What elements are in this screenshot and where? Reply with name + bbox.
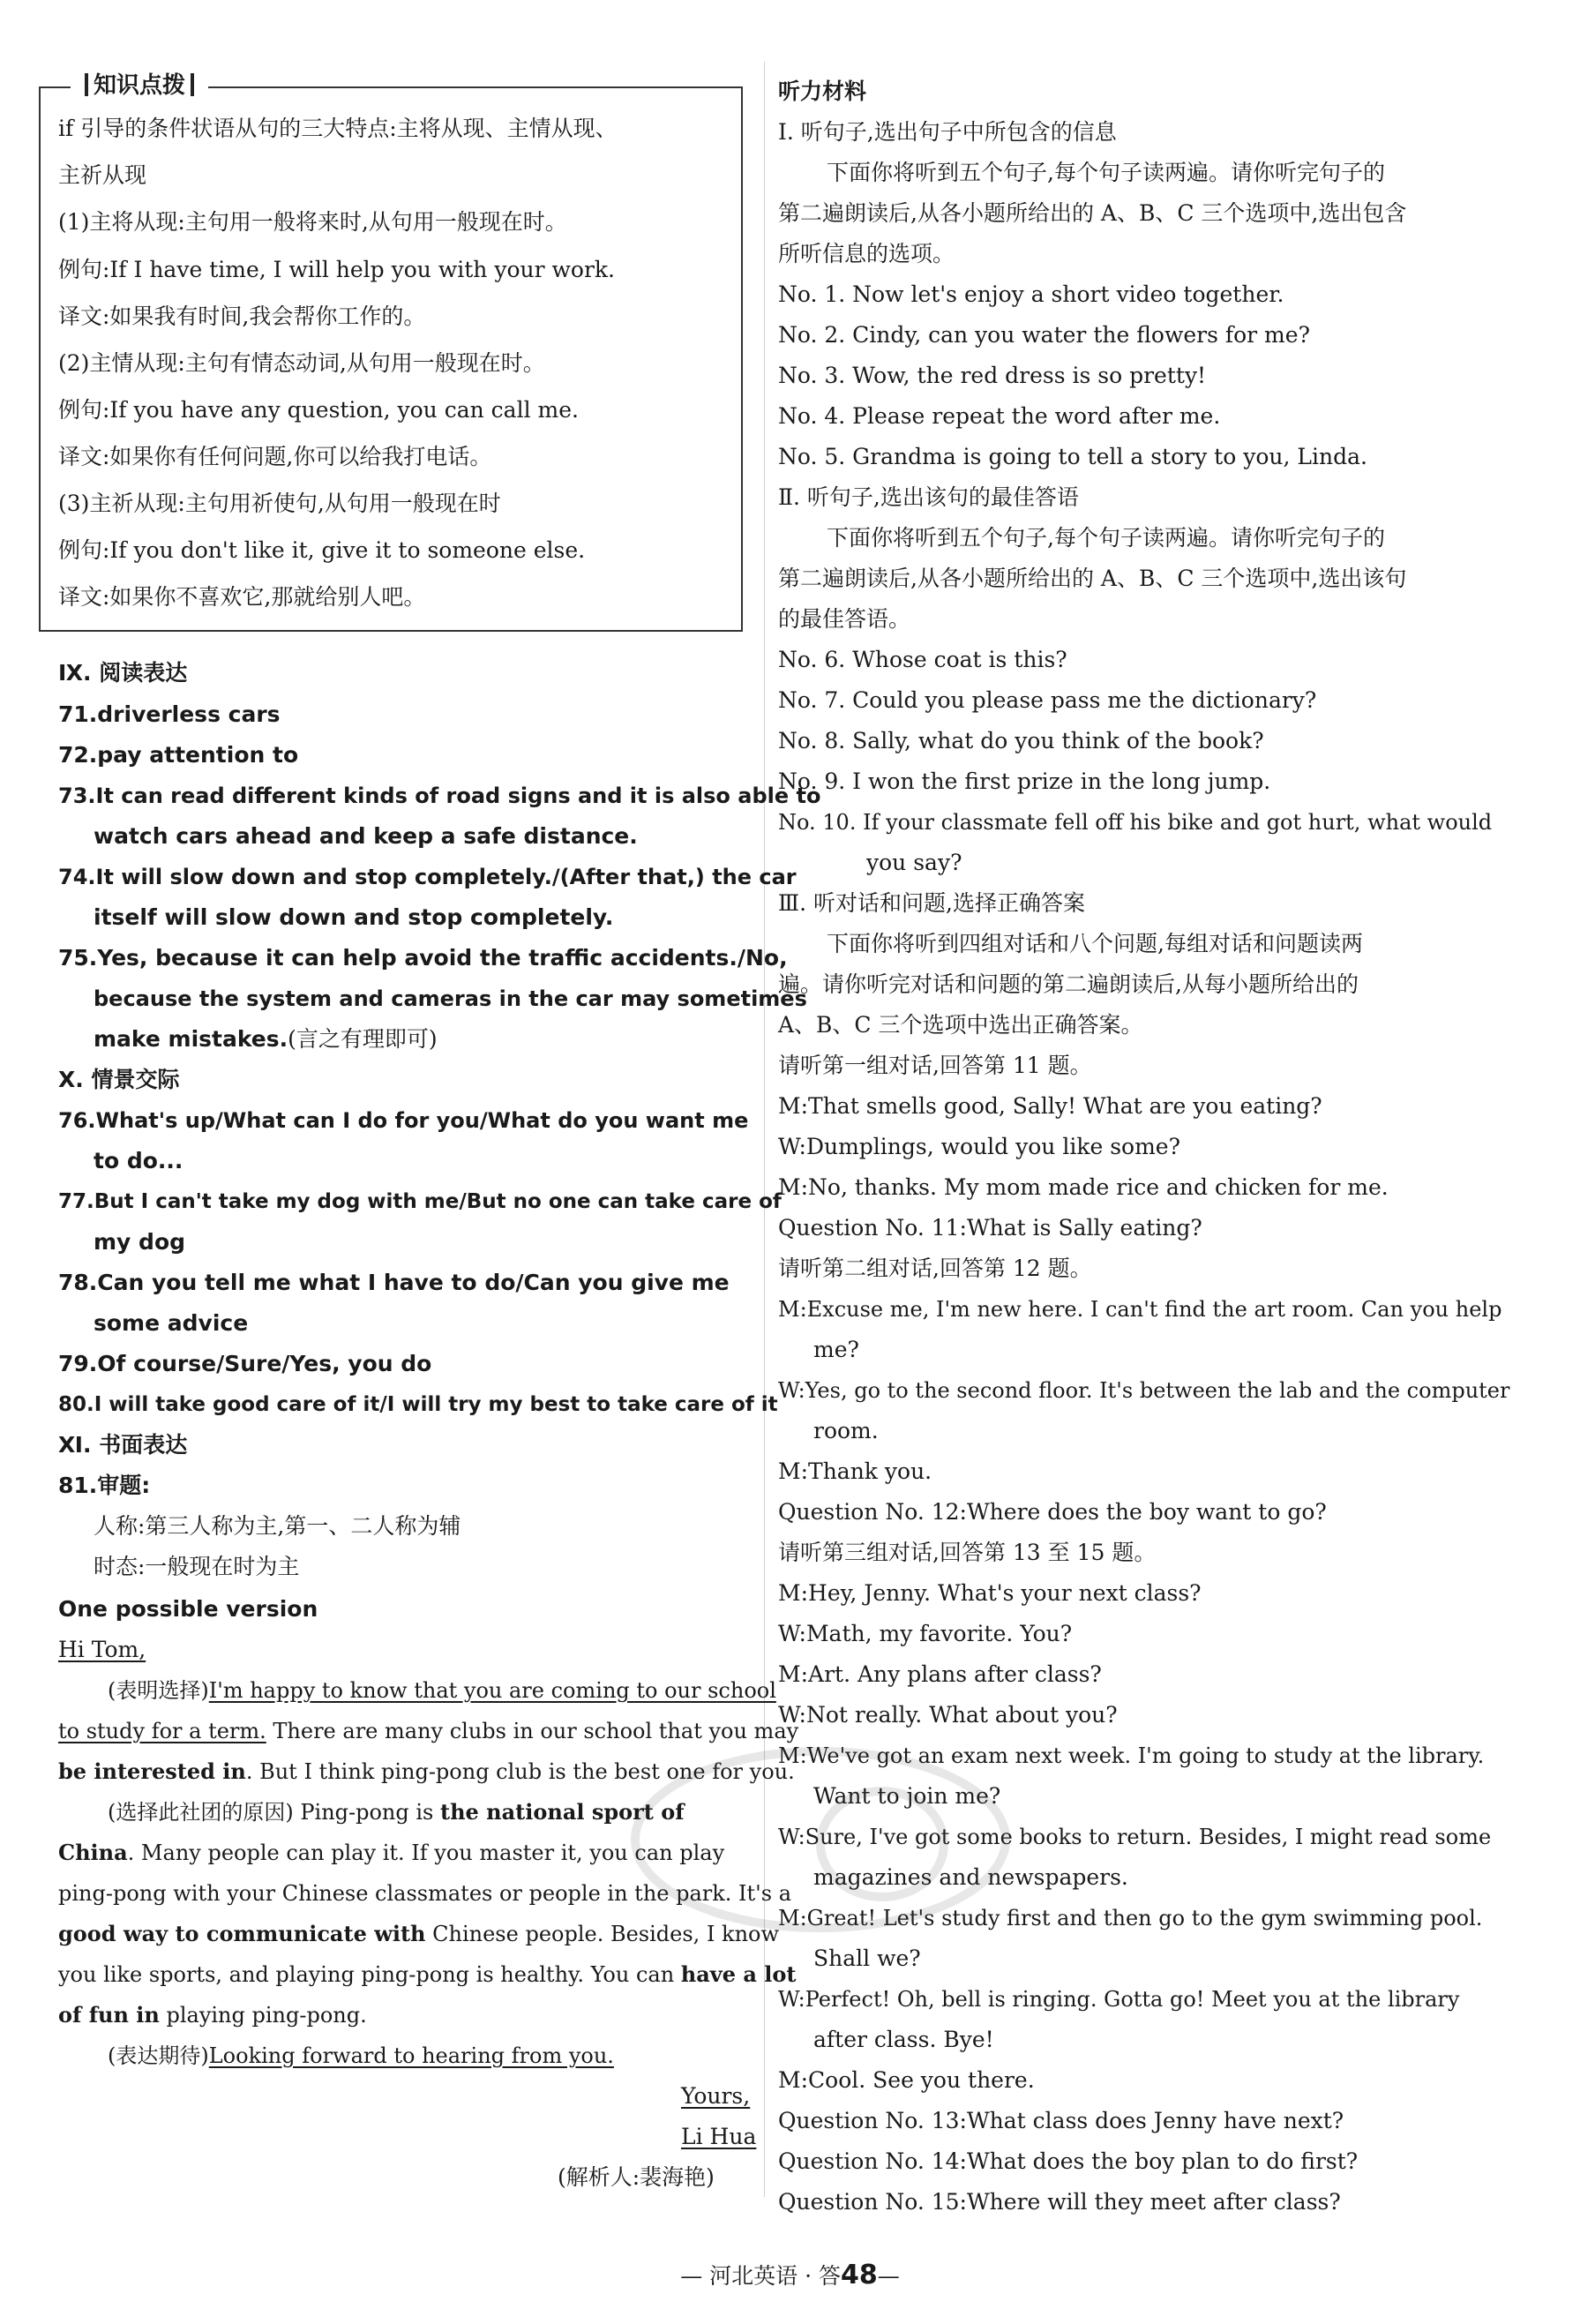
answer-75-note: (言之有理即可) <box>288 1026 438 1052</box>
box-line-5: 译文:如果我有时间,我会帮你工作的。 <box>58 304 426 329</box>
letter-p2-line4-bold: good way to communicate with <box>58 1921 426 1946</box>
dialog-3-line-7: M:Great! Let's study first and then go to the gym swimming pool. <box>778 1906 1483 1930</box>
letter-p2-line5 <box>58 1959 796 1990</box>
letter-p2-line3: ping-pong with your Chinese classmates or people in the park. It's a <box>58 1881 792 1906</box>
box-line-4: 例句:If I have time, I will help you with your work. <box>58 257 616 282</box>
sentence-6: No. 6. Whose coat is this? <box>778 647 1067 672</box>
letter-p2-line6-rest: playing ping-pong. <box>159 2003 367 2028</box>
tag-expectation: (表达期待) <box>108 2043 209 2068</box>
answer-73-line2: watch cars ahead and keep a safe distance. <box>94 823 638 849</box>
letter-p2-line1-text: Ping-pong is <box>293 1800 440 1825</box>
sentence-7: No. 7. Could you please pass me the dictionary? <box>778 687 1317 713</box>
dialog-3-line-8: W:Perfect! Oh, bell is ringing. Gotta go! Meet you at the library <box>778 1987 1460 2012</box>
answer-79: 79.Of course/Sure/Yes, you do <box>58 1351 432 1376</box>
sentence-1: No. 1. Now let's enjoy a short video together. <box>778 281 1284 307</box>
letter-closing: Yours, <box>681 2083 751 2109</box>
letter-p2-line1 <box>108 1796 685 1828</box>
tag-reason: (选择此社团的原因) <box>108 1800 294 1825</box>
question-15: Question No. 15:Where will they meet after class? <box>778 2189 1341 2215</box>
page-footer <box>0 2259 1580 2290</box>
dialog-3-line-2: W:Math, my favorite. You? <box>778 1621 1073 1646</box>
s2-desc-2: 第二遍朗读后,从各小题所给出的 A、B、C 三个选项中,选出该句 <box>778 566 1407 591</box>
dialog-2-line-1: M:Excuse me, I'm new here. I can't find the art room. Can you help <box>778 1297 1502 1322</box>
dialog-3-line-1: M:Hey, Jenny. What's your next class? <box>778 1580 1202 1606</box>
answer-75-line1: 75.Yes, because it can help avoid the traffic accidents./No, <box>58 945 788 971</box>
answer-71: 71.driverless cars <box>58 701 281 727</box>
dialog-1-line-1: M:That smells good, Sally! What are you eating? <box>778 1093 1322 1119</box>
dialog-2-line-3: M:Thank you. <box>778 1458 932 1484</box>
answer-76-line2: to do... <box>94 1148 183 1173</box>
knowledge-box-title-text: 知识点拨 <box>94 72 186 99</box>
s1-title: Ⅰ. 听句子,选出句子中所包含的信息 <box>778 119 1117 145</box>
box-line-6: (2)主情从现:主句有情态动词,从句用一般现在时。 <box>58 350 545 376</box>
letter-signature: Li Hua <box>681 2124 757 2149</box>
sentence-9: No. 9. I won the first prize in the long jump. <box>778 768 1271 794</box>
letter-p1-line3-rest: . But I think ping-pong club is the best one for you. <box>245 1759 795 1784</box>
s3-desc-2: 遍。请你听完对话和问题的第二遍朗读后,从每小题所给出的 <box>778 971 1359 997</box>
dialog-3-line-6b: magazines and newspapers. <box>813 1864 1128 1890</box>
s2-desc-1: 下面你将听到五个句子,每个句子读两遍。请你听完句子的 <box>827 525 1385 551</box>
s2-title: Ⅱ. 听句子,选出该句的最佳答语 <box>778 484 1079 510</box>
box-line-2: 主祈从现 <box>58 162 147 188</box>
letter-p2-line2-rest: . Many people can play it. If you master it, you can play <box>127 1840 725 1865</box>
box-line-10: 例句:If you don't like it, give it to someone else. <box>58 537 586 563</box>
section-10-heading: Ⅹ. 情景交际 <box>58 1067 180 1092</box>
dialog-1-line-2: W:Dumplings, would you like some? <box>778 1134 1181 1159</box>
answer-75-line3 <box>94 1023 438 1055</box>
group-2-heading: 请听第二组对话,回答第 12 题。 <box>778 1256 1092 1281</box>
answer-77-line2: my dog <box>94 1229 186 1255</box>
dialog-3-line-5: M:We've got an exam next week. I'm going to study at the library. <box>778 1743 1485 1768</box>
question-13: Question No. 13:What class does Jenny have next? <box>778 2108 1344 2133</box>
dialog-2-line-2: W:Yes, go to the second floor. It's between the lab and the computer <box>778 1378 1510 1403</box>
letter-p2-line2-bold: China <box>58 1840 128 1865</box>
section-9-heading: Ⅸ. 阅读表达 <box>58 660 188 686</box>
knowledge-box-title <box>71 71 208 101</box>
sentence-2: No. 2. Cindy, can you water the flowers for me? <box>778 322 1310 348</box>
sentence-5: No. 5. Grandma is going to tell a story to you, Linda. <box>778 444 1367 469</box>
letter-p2-line4-rest: Chinese people. Besides, I know <box>425 1922 780 1946</box>
answer-73-line1: 73.It can read different kinds of road signs and it is also able to <box>58 783 821 808</box>
s3-title: Ⅲ. 听对话和问题,选择正确答案 <box>778 890 1085 916</box>
dialog-2-line-1b: me? <box>813 1337 859 1362</box>
answer-80: 80.I will take good care of it/I will try my best to take care of it <box>58 1393 778 1416</box>
title-bar-right <box>191 73 194 96</box>
letter-p1-line2-rest: There are many clubs in our school that you may <box>266 1719 799 1743</box>
s2-desc-3: 的最佳答语。 <box>778 606 911 632</box>
answer-81-label: 81.审题: <box>58 1473 151 1498</box>
dialog-3-line-9: M:Cool. See you there. <box>778 2067 1035 2093</box>
tense-note: 时态:一般现在时为主 <box>94 1554 300 1579</box>
letter-p1-line3-bold: be interested in <box>58 1758 246 1784</box>
s3-desc-1: 下面你将听到四组对话和八个问题,每组对话和问题读两 <box>827 931 1363 956</box>
letter-p2-line5-bold: have a lot <box>680 1961 797 1987</box>
answer-75-line3-text: make mistakes. <box>94 1026 288 1052</box>
letter-p1-line1-text: I'm happy to know that you are coming to our school <box>208 1678 776 1703</box>
answer-77-line1: 77.But I can't take my dog with me/But no one can take care of <box>58 1190 782 1213</box>
s1-desc-2: 第二遍朗读后,从各小题所给出的 A、B、C 三个选项中,选出包含 <box>778 200 1407 226</box>
tag-choice: (表明选择) <box>108 1678 209 1703</box>
dialog-3-line-6: W:Sure, I've got some books to return. Besides, I might read some <box>778 1825 1492 1849</box>
dialog-3-line-5b: Want to join me? <box>813 1783 1001 1809</box>
dialog-3-line-8b: after class. Bye! <box>813 2027 994 2052</box>
dialog-3-line-4: W:Not really. What about you? <box>778 1702 1118 1728</box>
dialog-2-line-2b: room. <box>813 1418 879 1443</box>
answer-72: 72.pay attention to <box>58 742 299 768</box>
letter-p1-line1 <box>108 1675 776 1706</box>
s3-desc-3: A、B、C 三个选项中选出正确答案。 <box>778 1012 1143 1038</box>
question-14: Question No. 14:What does the boy plan to do first? <box>778 2148 1359 2174</box>
answer-74-line1: 74.It will slow down and stop completely./(After that,) the car <box>58 865 797 889</box>
question-11: Question No. 11:What is Sally eating? <box>778 1215 1202 1241</box>
question-12: Question No. 12:Where does the boy want to go? <box>778 1499 1327 1525</box>
footer-prefix: — 河北英语 · 答 <box>680 2263 842 2289</box>
letter-p2-line1-bold: the national sport of <box>440 1799 685 1825</box>
sentence-3: No. 3. Wow, the red dress is so pretty! <box>778 363 1207 388</box>
page-number: 48 <box>841 2260 878 2290</box>
listening-title: 听力材料 <box>778 79 867 104</box>
dialog-3-line-7b: Shall we? <box>813 1945 921 1971</box>
watermark-graphic <box>618 1729 1023 1950</box>
box-line-11: 译文:如果你不喜欢它,那就给别人吧。 <box>58 584 426 610</box>
box-line-8: 译文:如果你有任何问题,你可以给我打电话。 <box>58 444 492 469</box>
dialog-3-line-3: M:Art. Any plans after class? <box>778 1661 1102 1687</box>
group-1-heading: 请听第一组对话,回答第 11 题。 <box>778 1053 1092 1078</box>
answer-74-line2: itself will slow down and stop completely. <box>94 904 614 930</box>
answer-78-line2: some advice <box>94 1310 249 1336</box>
letter-p3-text: Looking forward to hearing from you. <box>208 2043 614 2068</box>
group-3-heading: 请听第三组对话,回答第 13 至 15 题。 <box>778 1540 1157 1565</box>
sentence-10-line1: No. 10. If your classmate fell off his bike and got hurt, what would <box>778 810 1493 835</box>
sentence-8: No. 8. Sally, what do you think of the book? <box>778 728 1264 753</box>
box-line-7: 例句:If you have any question, you can call me. <box>58 397 579 423</box>
letter-p2-line5-pre: you like sports, and playing ping-pong is healthy. You can <box>58 1962 681 1987</box>
section-11-heading: Ⅺ. 书面表达 <box>58 1432 188 1458</box>
person-note: 人称:第三人称为主,第一、二人称为辅 <box>94 1513 461 1539</box>
answer-78-line1: 78.Can you tell me what I have to do/Can you give me <box>58 1270 730 1295</box>
letter-greeting: Hi Tom, <box>58 1637 146 1662</box>
analyst-credit: (解析人:裴海艳) <box>558 2164 715 2190</box>
version-heading: One possible version <box>58 1596 318 1622</box>
sentence-4: No. 4. Please repeat the word after me. <box>778 403 1221 429</box>
box-line-1: if 引导的条件状语从句的三大特点:主将从现、主情从现、 <box>58 116 618 141</box>
letter-p2-line6 <box>58 1999 367 2031</box>
letter-p1-line2-ul: to study for a term. <box>58 1719 266 1743</box>
sentence-10-line2: you say? <box>866 850 962 875</box>
answer-75-line2: because the system and cameras in the car may sometimes <box>94 986 807 1011</box>
footer-suffix: — <box>877 2263 900 2289</box>
letter-p2-line6-bold: of fun in <box>58 2002 160 2028</box>
title-bar-left <box>85 73 88 96</box>
box-line-9: (3)主祈从现:主句用祈使句,从句用一般现在时 <box>58 491 501 516</box>
s1-desc-3: 所听信息的选项。 <box>778 241 955 266</box>
dialog-1-line-3: M:No, thanks. My mom made rice and chicken for me. <box>778 1174 1389 1200</box>
answer-76-line1: 76.What's up/What can I do for you/What do you want me <box>58 1108 749 1133</box>
s1-desc-1: 下面你将听到五个句子,每个句子读两遍。请你听完句子的 <box>827 160 1385 185</box>
box-line-3: (1)主将从现:主句用一般将来时,从句用一般现在时。 <box>58 209 567 235</box>
letter-p3 <box>108 2040 614 2072</box>
